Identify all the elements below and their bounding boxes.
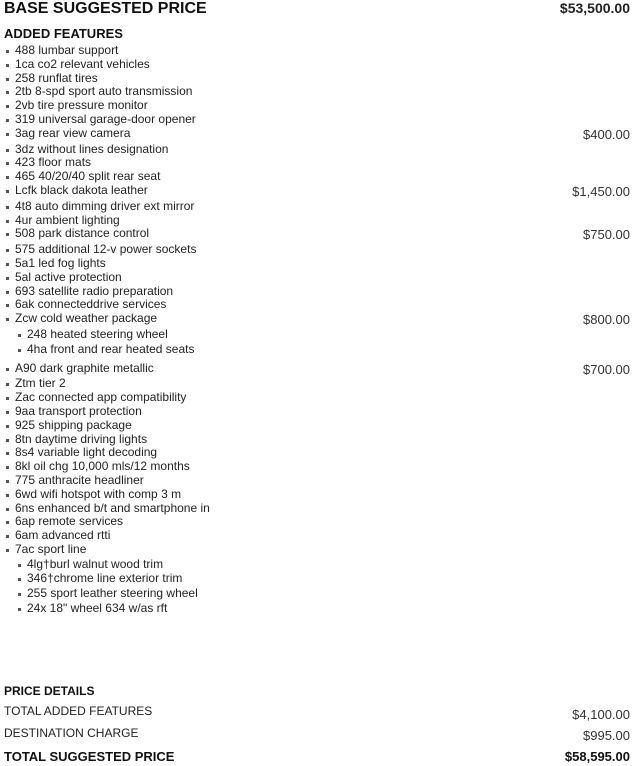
feature-label: 6ak connecteddrive services [15, 297, 167, 312]
feature-label: 5a1 led fog lights [15, 255, 106, 270]
feature-sub-item [4, 558, 630, 572]
feature-item [4, 312, 630, 326]
feature-label: 4t8 auto dimming driver ext mirror [15, 198, 195, 213]
feature-label: 6am advanced rtti [15, 528, 111, 543]
feature-price: $400.00 [583, 126, 630, 142]
feature-sub-item [4, 572, 630, 586]
feature-item [4, 419, 630, 433]
base-price-label: BASE SUGGESTED PRICE [4, 0, 207, 17]
feature-label: Zac connected app compatibility [15, 390, 187, 405]
total-suggested-price-row [4, 749, 630, 764]
feature-label: 255 sport leather steering wheel [27, 586, 198, 601]
feature-label: Zcw cold weather package [15, 311, 158, 326]
feature-sub-item [4, 343, 630, 357]
feature-item [4, 113, 630, 127]
feature-label: 5al active protection [15, 269, 122, 284]
feature-item [4, 391, 630, 405]
feature-item [4, 143, 630, 157]
feature-price: $750.00 [583, 227, 630, 243]
feature-label: 6wd wifi hotspot with comp 3 m [15, 486, 182, 501]
feature-sub-item [4, 587, 630, 601]
feature-item [4, 460, 630, 474]
feature-item [4, 362, 630, 376]
feature-item [4, 99, 630, 113]
feature-item [4, 433, 630, 447]
feature-label: Ztm tier 2 [15, 376, 66, 391]
feature-item [4, 529, 630, 543]
feature-label: 488 lumbar support [15, 43, 119, 57]
feature-label: 693 satellite radio preparation [15, 283, 174, 298]
feature-item [4, 271, 630, 285]
feature-item [4, 127, 630, 141]
feature-item [4, 72, 630, 86]
feature-item [4, 502, 630, 516]
feature-item [4, 200, 630, 214]
feature-label: 4lg†burl walnut wood trim [27, 556, 164, 571]
feature-item [4, 543, 630, 557]
feature-label: 7ac sport line [15, 541, 87, 556]
total-added-features-value: $4,100.00 [572, 707, 630, 722]
base-price-value: $53,500.00 [559, 0, 630, 16]
feature-label: 248 heated steering wheel [27, 326, 168, 341]
destination-charge-row [4, 725, 630, 743]
feature-item [4, 156, 630, 170]
feature-item [4, 214, 630, 228]
feature-label: 3ag rear view camera [15, 125, 131, 140]
feature-label: A90 dark graphite metallic [15, 360, 154, 375]
feature-label: 2tb 8-spd sport auto transmission [15, 84, 193, 99]
feature-sub-item [4, 328, 630, 342]
feature-label: 4ur ambient lighting [15, 212, 120, 227]
total-added-features-label: TOTAL ADDED FEATURES [4, 704, 153, 718]
feature-label: 8s4 variable light decoding [15, 445, 158, 460]
feature-label: 4ha front and rear heated seats [27, 341, 195, 356]
feature-label: 6ns enhanced b/t and smartphone in [15, 500, 210, 515]
feature-item [4, 515, 630, 529]
feature-label: 508 park distance control [15, 226, 150, 241]
feature-item [4, 405, 630, 419]
feature-label: 575 additional 12-v power sockets [15, 242, 197, 257]
destination-charge-label: DESTINATION CHARGE [4, 726, 139, 740]
added-features-list [4, 44, 630, 616]
feature-item [4, 488, 630, 502]
feature-item [4, 298, 630, 312]
feature-label: 319 universal garage-door opener [15, 111, 196, 126]
feature-label: 8kl oil chg 10,000 mls/12 months [15, 459, 190, 474]
feature-label: 423 floor mats [15, 155, 92, 170]
feature-label: 8tn daytime driving lights [15, 431, 148, 446]
feature-label: 258 runflat tires [15, 70, 98, 85]
feature-label: 6ap remote services [15, 514, 124, 529]
price-details-title: PRICE DETAILS [4, 684, 95, 698]
destination-charge-value: $995.00 [583, 728, 630, 743]
total-suggested-price-label: TOTAL SUGGESTED PRICE [4, 749, 175, 764]
feature-item [4, 227, 630, 241]
feature-item [4, 257, 630, 271]
feature-item [4, 285, 630, 299]
feature-item [4, 377, 630, 391]
feature-sub-item [4, 602, 630, 616]
feature-item [4, 184, 630, 198]
feature-label: 1ca co2 relevant vehicles [15, 56, 150, 71]
feature-item [4, 44, 630, 58]
feature-item [4, 170, 630, 184]
feature-item [4, 474, 630, 488]
feature-price: $700.00 [583, 361, 630, 377]
feature-label: 925 shipping package [15, 417, 132, 432]
feature-item [4, 85, 630, 99]
feature-label: 3dz without lines designation [15, 141, 169, 156]
feature-item [4, 243, 630, 257]
feature-label: 465 40/20/40 split rear seat [15, 169, 161, 184]
total-added-features-row [4, 703, 630, 722]
feature-price: $800.00 [583, 312, 630, 328]
added-features-title: ADDED FEATURES [4, 26, 123, 41]
feature-label: 346†chrome line exterior trim [27, 571, 183, 586]
feature-item [4, 446, 630, 460]
feature-label: 9aa transport protection [15, 403, 142, 418]
feature-label: 775 anthracite headliner [15, 472, 144, 487]
feature-label: 24x 18" wheel 634 w/as rft [27, 601, 168, 616]
feature-item [4, 58, 630, 72]
total-suggested-price-value: $58,595.00 [564, 749, 630, 764]
base-price-row [4, 0, 630, 18]
feature-label: 2vb tire pressure monitor [15, 98, 148, 113]
feature-label: Lcfk black dakota leather [15, 182, 148, 197]
feature-price: $1,450.00 [572, 183, 630, 199]
